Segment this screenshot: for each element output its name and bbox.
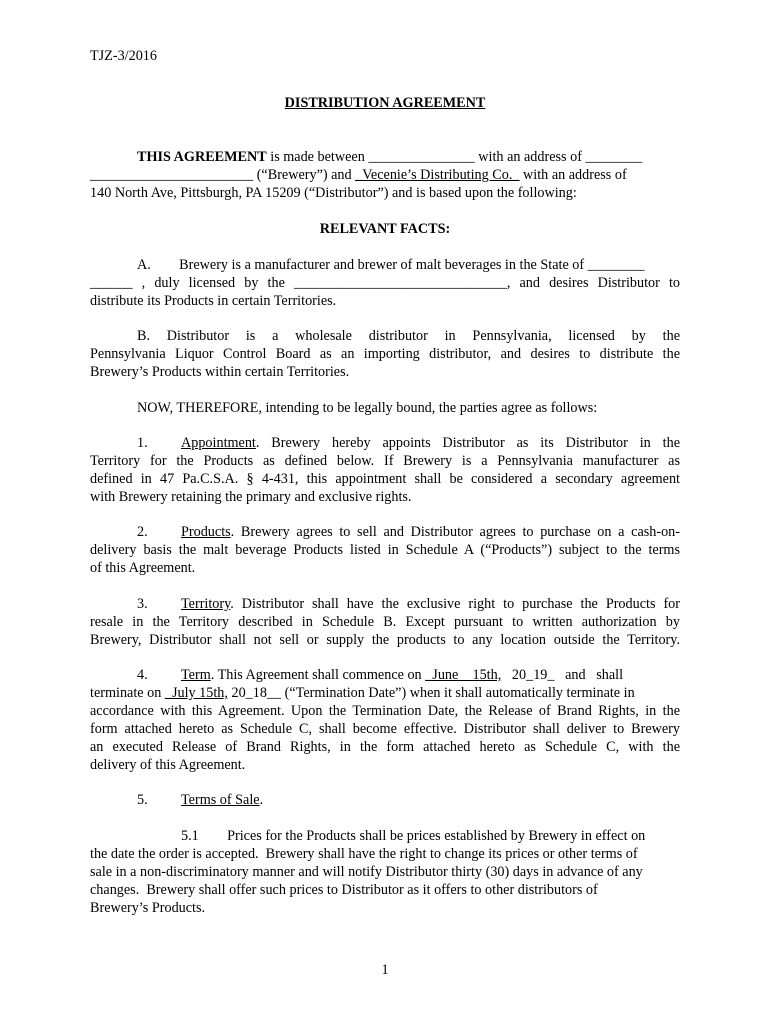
intro-line-3: 140 North Ave, Pittsburgh, PA 15209 (“Distributor”) and is based upon the following: (90, 185, 577, 201)
now-therefore: NOW, THEREFORE, intending to be legally bound, the parties agree as follows: (137, 400, 598, 416)
section-4-line-3: accordance with this Agreement. Upon the Termination Date, the Release of Brand Rights, in the (90, 703, 680, 719)
section-1-line-1: Appointment. Brewery hereby appoints Distributor as its Distributor in the (181, 435, 680, 451)
section-2-line-3: of this Agreement. (90, 560, 196, 576)
section-1-line-2: Territory for the Products as defined below. If Brewery is a Pennsylvania manufacturer as (90, 453, 680, 469)
section-4-line-6: delivery of this Agreement. (90, 757, 246, 773)
section-3-heading: Territory (181, 596, 231, 612)
section-4-line-4: form attached hereto as Schedule C, shall become effective. Distributor shall deliver to Brewery (90, 721, 680, 737)
section-4-line-2: terminate on _July 15th, 20_18__ (“Termination Date”) when it shall automatically terminate in (90, 685, 635, 701)
section-4-heading: Term (181, 667, 211, 683)
distributor-name: _Vecenie’s Distributing Co._ (355, 167, 520, 183)
fact-a-line-2: ______ , duly licensed by the ______________________________, and desires Distributor to (90, 275, 680, 291)
document-title: DISTRIBUTION AGREEMENT (284, 95, 486, 111)
section-2-number: 2. (137, 524, 148, 540)
fact-a-line-1: A. Brewery is a manufacturer and brewer of malt beverages in the State of ________ (137, 257, 645, 273)
section-5-1-line-1: 5.1 Prices for the Products shall be prices established by Brewery in effect on (181, 828, 646, 844)
section-5-1-line-5: Brewery’s Products. (90, 900, 206, 916)
section-3-line-3: Brewery, Distributor shall not sell or supply the products to any location outside the Territory. (90, 632, 680, 648)
relevant-facts-heading: RELEVANT FACTS: (319, 221, 451, 237)
section-1-heading: Appointment (181, 435, 256, 451)
section-4-line-5: an executed Release of Brand Rights, in the form attached hereto as Schedule C, with the (90, 739, 680, 755)
section-5-number: 5. (137, 792, 148, 808)
intro-line-2: _______________________ (“Brewery”) and _Vecenie’s Distributing Co._ with an address of (90, 167, 627, 183)
fact-a-line-3: distribute its Products in certain Territories. (90, 293, 337, 309)
document-id: TJZ-3/2016 (90, 48, 157, 64)
section-5-line-1: Terms of Sale. (181, 792, 264, 808)
section-5-1-line-4: changes. Brewery shall offer such prices to Distributor as it offers to other distributors of (90, 882, 598, 898)
section-1-number: 1. (137, 435, 148, 451)
fact-b-line-3: Brewery’s Products within certain Territories. (90, 364, 350, 380)
section-1-line-4: with Brewery retaining the primary and exclusive rights. (90, 489, 412, 505)
fact-b-line-1: B. Distributor is a wholesale distributor in Pennsylvania, licensed by the (137, 328, 680, 344)
page-number: 1 (381, 962, 389, 978)
section-5-1-line-3: sale in a non-discriminatory manner and will notify Distributor thirty (30) days in advance of any (90, 864, 643, 880)
section-2-heading: Products (181, 524, 231, 540)
section-2-line-2: delivery basis the malt beverage Products listed in Schedule A (“Products”) subject to the terms (90, 542, 680, 558)
intro-line-1: THIS AGREEMENT is made between _______________ with an address of ________ (137, 149, 643, 165)
end-date: _July 15th, (164, 685, 228, 701)
section-3-number: 3. (137, 596, 148, 612)
intro-lead: THIS AGREEMENT (137, 149, 267, 165)
section-3-line-2: resale in the Territory described in Schedule B. Except pursuant to written authorization by (90, 614, 680, 630)
section-5-1-line-2: the date the order is accepted. Brewery shall have the right to change its prices or other terms of (90, 846, 638, 862)
section-1-line-3: defined in 47 Pa.C.S.A. § 4-431, this appointment shall be considered a secondary agreement (90, 471, 680, 487)
section-4-line-1: Term. This Agreement shall commence on _June 15th, 20_19_ and shall (181, 667, 624, 683)
start-date: _June 15th, (425, 667, 502, 683)
section-2-line-1: Products. Brewery agrees to sell and Distributor agrees to purchase on a cash-on- (181, 524, 680, 540)
section-5-heading: Terms of Sale (181, 792, 260, 808)
section-4-number: 4. (137, 667, 148, 683)
fact-b-line-2: Pennsylvania Liquor Control Board as an importing distributor, and desires to distribute the (90, 346, 680, 362)
section-3-line-1: Territory. Distributor shall have the exclusive right to purchase the Products for (181, 596, 680, 612)
